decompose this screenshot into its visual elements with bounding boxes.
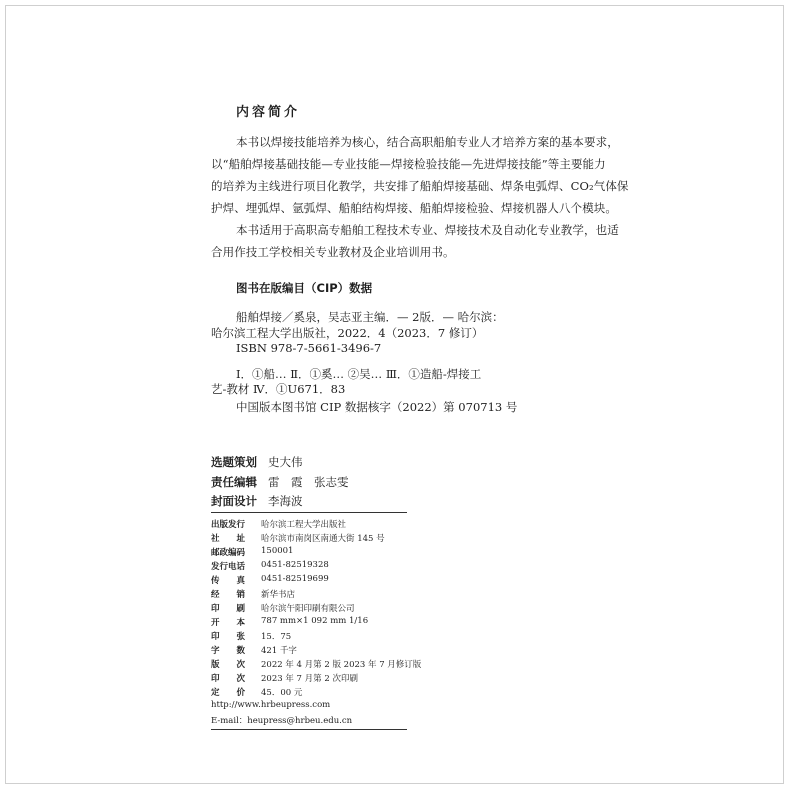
cip-line: 哈尔滨工程大学出版社，2022．4（2023．7 修订）: [211, 326, 484, 340]
pub-value: 45．00 元: [261, 688, 303, 698]
pub-label: 发行电话: [211, 562, 246, 572]
intro-line: 护焊、埋弧焊、氩弧焊、船舶结构焊接、船舶焊接检验、焊接机器人八个模块。: [211, 201, 617, 215]
pub-value: 新华书店: [261, 590, 296, 600]
intro-line: 合用作技工学校相关专业教材及企业培训用书。: [211, 245, 455, 259]
website-link[interactable]: http://www.hrbeupress.com: [211, 700, 331, 710]
pub-value: 哈尔滨午阳印刷有限公司: [261, 604, 355, 614]
staff-label: 选题策划: [211, 455, 257, 469]
staff-label: 封面设计: [211, 494, 257, 508]
pub-label: 印 刷: [211, 604, 246, 614]
pub-label: 出版发行: [211, 520, 246, 530]
staff-value: 李海波: [268, 494, 303, 508]
pub-value: 2022 年 4 月第 2 版 2023 年 7 月修订版: [261, 660, 422, 670]
cip-title: 图书在版编目（CIP）数据: [236, 281, 373, 295]
divider-rule: [211, 729, 407, 730]
intro-line: 本书以焊接技能培养为核心，结合高职船舶专业人才培养方案的基本要求，: [236, 135, 619, 149]
pub-label: 印 次: [211, 674, 246, 684]
pub-label: 邮政编码: [211, 548, 246, 558]
intro-line: 本书适用于高职高专船舶工程技术专业、焊接技术及自动化专业教学，也适: [236, 223, 619, 237]
staff-value: 史大伟: [268, 455, 303, 469]
pub-label: 版 次: [211, 660, 246, 670]
pub-value: 421 千字: [261, 646, 297, 656]
pub-value: 150001: [261, 546, 294, 556]
cip-number: 中国版本图书馆 CIP 数据核字（2022）第 070713 号: [236, 400, 518, 414]
pub-label: 定 价: [211, 688, 246, 698]
pub-value: 15．75: [261, 632, 292, 642]
pub-label: 字 数: [211, 646, 246, 656]
pub-value: 787 mm×1 092 mm 1/16: [261, 616, 369, 626]
email-link[interactable]: E-mail：heupress@hrbeu.edu.cn: [211, 716, 353, 726]
pub-value: 哈尔滨市南岗区南通大街 145 号: [261, 534, 385, 544]
cip-line: ISBN 978-7-5661-3496-7: [236, 341, 382, 355]
intro-line: 的培养为主线进行项目化教学，共安排了船舶焊接基础、焊条电弧焊、CO₂气体保: [211, 179, 629, 193]
intro-title: 内容简介: [236, 105, 301, 120]
staff-value: 雷 霞 张志雯: [268, 475, 349, 489]
staff-label: 责任编辑: [211, 475, 257, 489]
pub-label: 开 本: [211, 618, 246, 628]
pub-value: 哈尔滨工程大学出版社: [261, 520, 347, 530]
cip-line: Ⅰ．①船… Ⅱ．①奚… ②吴… Ⅲ．①造船-焊接工: [236, 367, 482, 381]
copyright-page: [5, 5, 784, 784]
pub-label: 印 张: [211, 632, 246, 642]
pub-value: 2023 年 7 月第 2 次印刷: [261, 674, 358, 684]
divider-rule: [211, 512, 407, 513]
cip-line: 艺-教材 Ⅳ．①U671．83: [211, 382, 346, 396]
pub-value: 0451-82519328: [261, 560, 329, 570]
cip-line: 船舶焊接／奚泉，吴志亚主编．— 2版．— 哈尔滨：: [236, 310, 504, 324]
pub-label: 社 址: [211, 534, 246, 544]
pub-label: 传 真: [211, 576, 246, 586]
intro-line: 以“船舶焊接基础技能—专业技能—焊接检验技能—先进焊接技能”等主要能力: [211, 157, 606, 171]
pub-label: 经 销: [211, 590, 246, 600]
pub-value: 0451-82519699: [261, 574, 329, 584]
